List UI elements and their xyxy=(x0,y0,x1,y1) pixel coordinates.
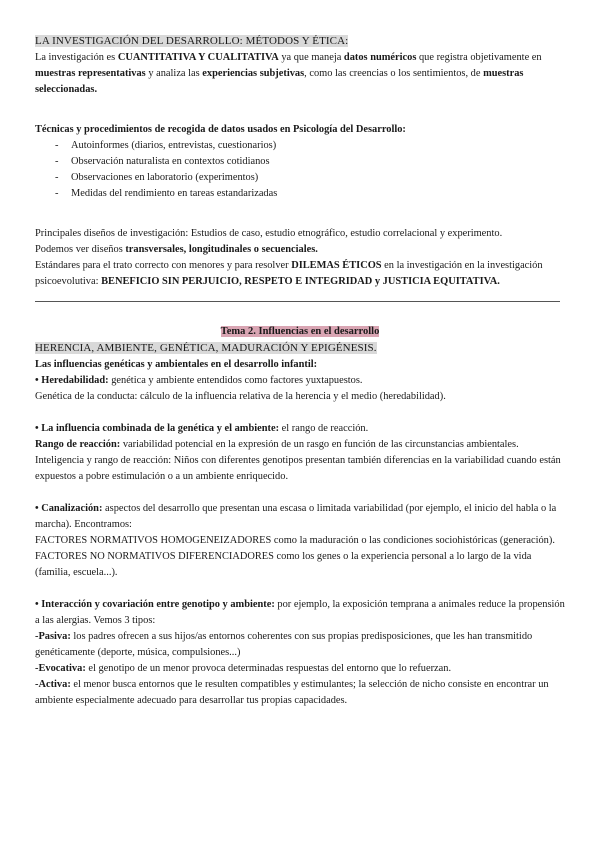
section2-heading xyxy=(35,340,565,357)
combinada-line xyxy=(35,421,565,437)
section2-subheading-text: Las influencias genéticas y ambientales en el desarrollo infantil: xyxy=(35,359,318,370)
section2-subheading xyxy=(35,357,565,373)
evocativa-label: -Evocativa: xyxy=(35,663,86,674)
designs-paragraph: Principales diseños de investigación: Estudios de caso, estudio etnográfico, estudio correlacional y experimento. xyxy=(35,228,503,239)
combinada-text: el rango de reacción. xyxy=(279,423,369,434)
rango-line xyxy=(35,437,565,453)
document-page xyxy=(35,33,565,709)
tema-title-text: Tema 2. Influencias en el desarrollo xyxy=(220,326,380,337)
genetica-conducta-line: Genética de la conducta: cálculo de la influencia relativa de la herencia y el medio (heredabilidad). xyxy=(35,391,446,402)
ethics-bold-2: BENEFICIO SIN PERJUICIO, RESPETO E INTEGRIDAD y JUSTICIA EQUITATIVA. xyxy=(101,276,500,287)
interaccion-text: por ejemplo, la exposición temprana a animales reduce la propensión a las alergias. Vemos 3 tipos: xyxy=(35,599,565,626)
canalizacion-line xyxy=(35,501,565,533)
pasiva-label: -Pasiva: xyxy=(35,631,71,642)
ethics-bold-1: DILEMAS ÉTICOS xyxy=(291,260,382,271)
ethics-text-2: en la investigación en la investigación psicoevolutiva: xyxy=(35,260,543,287)
designs-types-text: Podemos ver diseños xyxy=(35,244,126,255)
heredabilidad-label: • Heredabilidad: xyxy=(35,375,109,386)
intro-bold-5: muestras seleccionadas. xyxy=(35,68,524,95)
techniques-heading xyxy=(35,122,565,138)
intro-text-4: y analiza las xyxy=(145,68,203,79)
canalizacion-label: • Canalización: xyxy=(35,503,103,514)
intro-text-5: , como las creencias o los sentimientos, de xyxy=(304,68,484,79)
evocativa-line xyxy=(35,661,565,677)
list-item: - Medidas del rendimiento en tareas estandarizadas xyxy=(55,186,565,202)
combinada-label: • La influencia combinada de la genética y el ambiente: xyxy=(35,423,280,434)
section1-intro xyxy=(35,50,565,98)
rango-label: Rango de reacción: xyxy=(35,439,121,450)
factores-no-normativos-line: FACTORES NO NORMATIVOS DIFERENCIADORES como los genes o la experiencia personal a lo largo de la vida (familia, escuela...). xyxy=(35,551,532,578)
designs-types xyxy=(35,242,565,258)
section1-heading xyxy=(35,33,565,50)
evocativa-text: el genotipo de un menor provoca determinadas respuestas del entorno que lo refuerzan. xyxy=(85,663,452,674)
interaccion-line xyxy=(35,597,565,629)
techniques-list xyxy=(35,138,565,202)
ethics-paragraph xyxy=(35,258,565,290)
intro-bold-1: CUANTITATIVA Y CUALITATIVA xyxy=(117,52,279,63)
intro-bold-2: datos numéricos xyxy=(343,52,417,63)
interaccion-label: • Interacción y covariación entre genotipo y ambiente: xyxy=(35,599,275,610)
intro-bold-4: experiencias subjetivas xyxy=(202,68,305,79)
section1-heading-text: LA INVESTIGACIÓN DEL DESARROLLO: MÉTODOS Y ÉTICA: xyxy=(35,35,349,47)
ethics-text-1: Estándares para el trato correcto con menores y para resolver xyxy=(35,260,292,271)
rango-text: variabilidad potencial en la expresión de un rasgo en función de las circunstancias ambientales. xyxy=(120,439,519,450)
canalizacion-text: aspectos del desarrollo que presentan una escasa o limitada variabilidad (por ejemplo, el inicio del habla o la marcha). Encontramos: xyxy=(35,503,557,530)
tema-title xyxy=(35,324,565,340)
techniques-heading-text: Técnicas y procedimientos de recogida de datos usados en Psicología del Desarrollo: xyxy=(35,124,406,135)
heredabilidad-text: genética y ambiente entendidos como factores yuxtapuestos. xyxy=(108,375,363,386)
intro-text-1: La investigación es xyxy=(35,52,118,63)
activa-label: -Activa: xyxy=(35,679,71,690)
factores-normativos-line: FACTORES NORMATIVOS HOMOGENEIZADORES como la maduración o las condiciones sociohistóricas (generación). xyxy=(35,535,555,546)
list-item: - Observaciones en laboratorio (experimentos) xyxy=(55,170,565,186)
list-item: - Observación naturalista en contextos cotidianos xyxy=(55,154,565,170)
pasiva-line xyxy=(35,629,565,661)
pasiva-text: los padres ofrecen a sus hijos/as entornos coherentes con sus propias predisposiciones, que les han transmitido genéticamente (deporte, música, compulsiones...) xyxy=(35,631,533,658)
activa-line xyxy=(35,677,565,709)
section2-heading-text: HERENCIA, AMBIENTE, GENÉTICA, MADURACIÓN Y EPIGÉNESIS. xyxy=(35,342,377,354)
intro-text-2: ya que maneja xyxy=(278,52,344,63)
activa-text: el menor busca entornos que le resulten compatibles y estimulantes; la selección de nicho consiste en encontrar un ambiente especialmente adecuado para desarrollar tus propias capacidades. xyxy=(35,679,549,706)
designs-types-bold: transversales, longitudinales o secuenciales. xyxy=(125,244,318,255)
heredabilidad-line xyxy=(35,373,565,389)
inteligencia-line: Inteligencia y rango de reacción: Niños con diferentes genotipos presentan también diferencias en la variabilidad cuando están expuestos a pobre estimulación o a un ambiente enriquecido. xyxy=(35,455,561,482)
intro-bold-3: muestras representativas xyxy=(35,68,146,79)
intro-text-3: que registra objetivamente en xyxy=(416,52,542,63)
list-item: - Autoinformes (diarios, entrevistas, cuestionarios) xyxy=(55,138,565,154)
